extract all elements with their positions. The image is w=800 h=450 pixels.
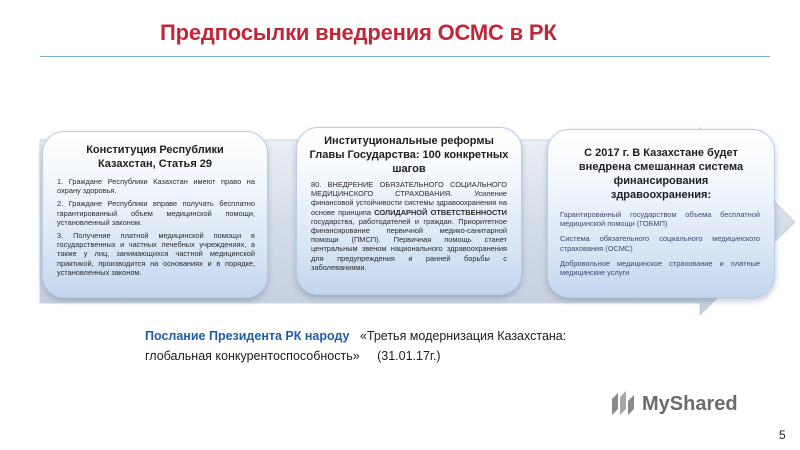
constitution-card-body (43, 171, 267, 277)
message-quote: «Третья модернизация Казахстана: глобальная конкурентоспособность» (145, 329, 567, 363)
myshared-logo-icon (608, 389, 638, 419)
constitution-point-1: 1. Граждане Республики Казахстан имеют право на охрану здоровья. (57, 177, 255, 196)
message-date: (31.01.17г.) (377, 349, 441, 363)
reforms-card-body (297, 176, 521, 272)
slide-title: Предпосылки внедрения ОСМС в РК (160, 20, 557, 45)
constitution-card-heading: Конституция Республики Казахстан, Статья 29 (86, 144, 224, 170)
financing-item-voluntary: Добровольное медицинское страхование и платные медицинские услуги (560, 258, 760, 278)
financing-card-body (548, 202, 774, 277)
constitution-point-3: 3. Получение платной медицинской помощи в государственных и частных лечебных учреждениях, а также у лиц, занимающихся частной медицинской практикой, производится на основаниях и в порядке, установленных законом. (57, 231, 255, 277)
financing-card (547, 129, 775, 298)
myshared-watermark (608, 388, 768, 420)
reforms-card (296, 127, 522, 295)
reforms-card-heading: Институциональные реформы Главы Государства: 100 конкретных шагов (309, 135, 509, 175)
reforms-text-a: Усиление финансовой устойчивости системы здравоохранения на основе принципа (311, 189, 507, 217)
watermark-text: MyShared (642, 392, 738, 415)
reforms-step-80: 80. ВНЕДРЕНИЕ ОБЯЗАТЕЛЬНОГО СОЦИАЛЬНОГО МЕДИЦИНСКОГО СТРАХОВАНИЯ. (311, 180, 507, 199)
constitution-card (42, 131, 268, 298)
message-label: Послание Президента РК народу (145, 329, 350, 343)
president-message (145, 326, 615, 366)
financing-card-heading: С 2017 г. В Казахстане будет внедрена смешанная система финансирования здравоохранения: (578, 147, 744, 201)
financing-item-gobmp: Гарантированный государством объема бесплатной медицинской помощи (ГОБМП) (560, 210, 760, 229)
constitution-point-2: 2. Граждане Республики вправе получать бесплатно гарантированный объем медицинской помощи, установленный законом. (57, 199, 255, 227)
slide-number: 5 (779, 428, 786, 442)
reforms-text-b: государства, работодателей и граждан. Приоритетное финансирование первичной медико-санитарной помощи (ПМСП). Первичная помощь станет центральным звеном национального здравоохранения для предупреждения и ранней борьбы с заболеваниями. (311, 216, 507, 272)
financing-item-osms: Система обязательного социального медицинского страхования (ОСМС) (560, 234, 760, 253)
reforms-text-bold: СОЛИДАРНОЙ ОТВЕТСТВЕННОСТИ (374, 207, 507, 217)
